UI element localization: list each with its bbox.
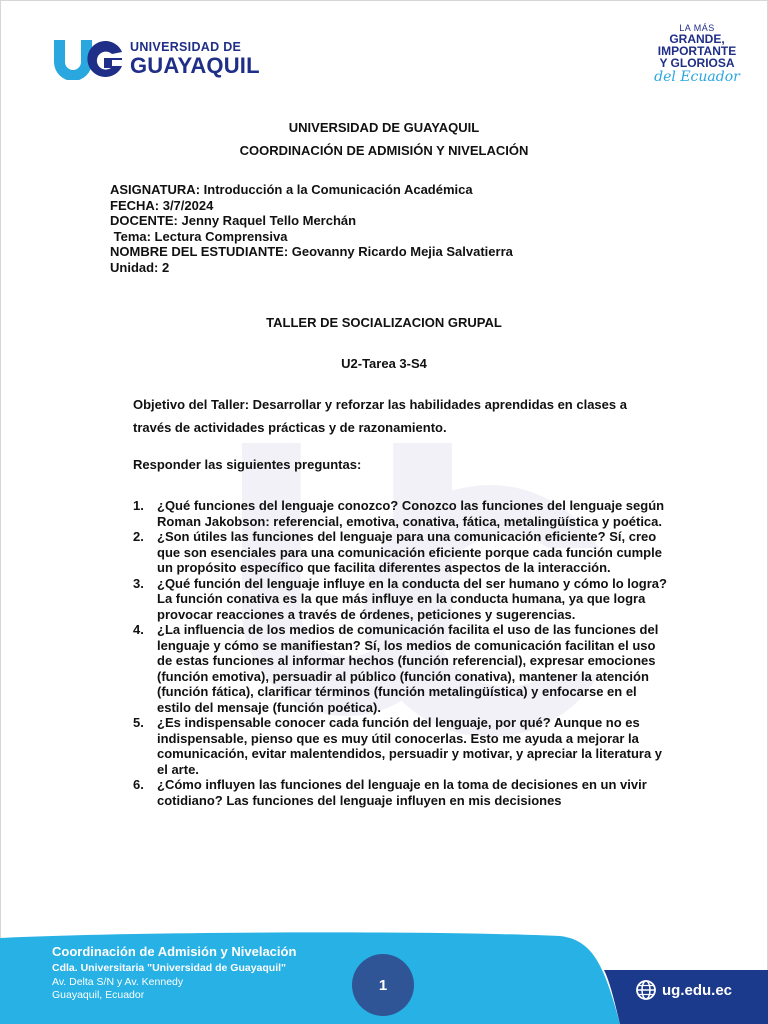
slogan-line: IMPORTANTE	[657, 44, 737, 58]
website-text[interactable]: ug.edu.ec	[662, 981, 733, 999]
slogan-line: Y GLORIOSA	[659, 56, 735, 70]
task-title: U2-Tarea 3-S4	[341, 356, 427, 371]
question-text: ¿Qué funciones del lenguaje conozco? Conozco las funciones del lenguaje según Roman Jakobson: referencial, emotiva, conativa, fática, metalingüística y poética.	[157, 498, 665, 529]
list-item	[133, 498, 668, 529]
meta-teacher: DOCENTE: Jenny Raquel Tello Merchán	[110, 213, 357, 229]
question-number: 6.	[133, 777, 144, 792]
question-number: 5.	[133, 715, 144, 730]
slogan-logo	[654, 24, 740, 84]
globe-icon	[636, 980, 656, 1000]
workshop-title: TALLER DE SOCIALIZACION GRUPAL	[266, 315, 502, 330]
question-text: ¿Son útiles las funciones del lenguaje para una comunicación eficiente? Sí, creo que son esenciales para una comunicación eficiente porque cada función cumple un propósito específico que facilita diferentes aspectos de la interacción.	[157, 529, 662, 575]
question-number: 2.	[133, 529, 144, 544]
meta-topic: Tema: Lectura Comprensiva	[110, 228, 288, 244]
question-text: ¿Cómo influyen las funciones del lenguaje en la toma de decisiones en un vivir cotidiano? Las funciones del lenguaje influyen en mis decisiones	[157, 777, 647, 808]
question-text: ¿La influencia de los medios de comunicación facilita el uso de las funciones del lenguaje y cómo se manifiestan? Sí, los medios de comunicación facilitan el uso de estas funciones al informar hechos (función referencial), expresar emociones (función emotiva), persuadir al público (función conativa), mantener la atención (función fática), clarificar términos (función metalingüística) y enfocarse en el estilo del mensaje (función poética).	[157, 622, 659, 715]
document-metadata	[110, 182, 513, 276]
footer-campus: Cdla. Universitaria "Universidad de Guayaquil"	[52, 962, 287, 974]
question-number: 4.	[133, 622, 144, 637]
website-link[interactable]	[636, 980, 732, 1000]
slogan-script: del Ecuador	[654, 69, 740, 85]
list-item	[133, 777, 668, 808]
ug-logo-icon	[52, 38, 124, 80]
questions-prompt: Responder las siguientes preguntas:	[133, 457, 362, 472]
footer-coordination: Coordinación de Admisión y Nivelación	[52, 944, 297, 959]
coordination-title: COORDINACIÓN DE ADMISIÓN Y NIVELACIÓN	[239, 143, 529, 158]
university-name-line2: GUAYAQUIL	[130, 53, 260, 79]
questions-list	[133, 498, 668, 808]
footer-address	[52, 945, 296, 1001]
meta-subject: ASIGNATURA: Introducción a la Comunicación Académica	[110, 182, 473, 197]
question-text: ¿Es indispensable conocer cada función del lenguaje, por qué? Aunque no es indispensable, pienso que es muy útil conocerlas. Esto me ayuda a mejorar la comunicación, evitar malentendidos, persuadir y motivar, y apreciar la literatura y el arte.	[157, 715, 663, 777]
page-number-badge: 1	[352, 954, 414, 1016]
meta-unit: Unidad: 2	[110, 259, 170, 275]
list-item	[133, 715, 668, 777]
slogan-line: LA MÁS	[679, 23, 715, 33]
workshop-objective: Objetivo del Taller: Desarrollar y reforzar las habilidades aprendidas en clases a través de actividades prácticas y de razonamiento.	[133, 397, 627, 435]
question-text: ¿Qué función del lenguaje influye en la conducta del ser humano y cómo lo logra? La función conativa es la que más influye en la conducta humana, ya que logra provocar reacciones a través de órdenes, peticiones y sugerencias.	[157, 575, 667, 622]
list-item	[133, 576, 668, 623]
question-number: 3.	[133, 575, 144, 591]
university-name-line1: UNIVERSIDAD DE	[130, 39, 242, 54]
meta-date: FECHA: 3/7/2024	[110, 197, 214, 213]
slogan-line: GRANDE,	[669, 32, 725, 46]
footer-city: Guayaquil, Ecuador	[52, 989, 145, 1001]
footer-street: Av. Delta S/N y Av. Kennedy	[52, 975, 184, 988]
meta-student: NOMBRE DEL ESTUDIANTE: Geovanny Ricardo Mejia Salvatierra	[110, 244, 513, 260]
list-item	[133, 529, 668, 576]
university-logo	[52, 38, 260, 80]
question-number: 1.	[133, 498, 144, 513]
university-title: UNIVERSIDAD DE GUAYAQUIL	[288, 120, 480, 135]
list-item	[133, 622, 668, 715]
